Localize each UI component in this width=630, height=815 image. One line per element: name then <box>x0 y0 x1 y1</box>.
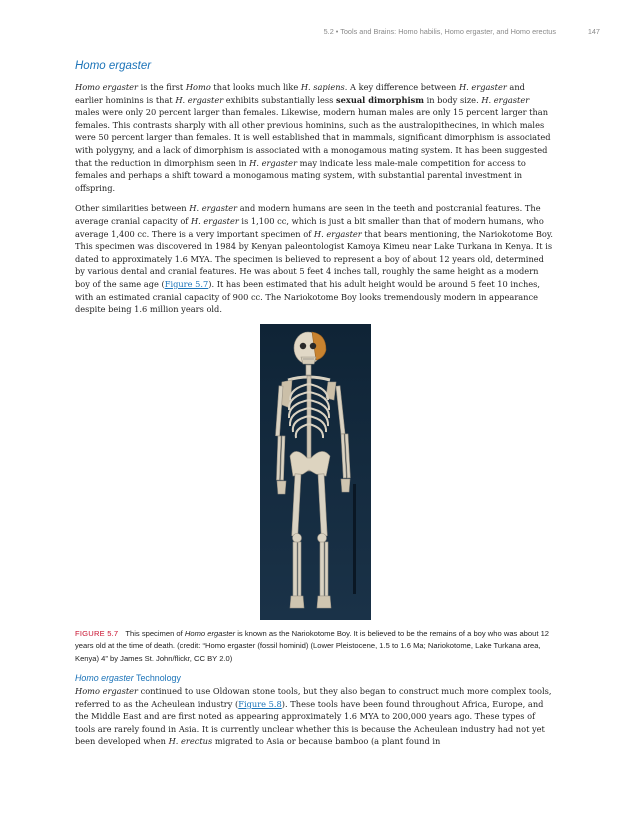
text-span: that bears mentioning, the Nariokotome Boy. This specimen was discovered in 1984 by Kenyan paleontologist Kamoya Kimeu near Lake Turkana in Kenya. It is dated to approximately 1.6 MYA. The specimen is believed to represent a boy of about 12 years old, determined by various dental and cranial features. He was about 5 feet 4 inches tall, roughly the same height as a modern boy of the same age ( <box>75 228 554 289</box>
paragraph-dimorphism <box>75 81 555 194</box>
running-title: 5.2 • Tools and Brains: Homo habilis, Homo ergaster, and Homo erectus <box>323 27 556 36</box>
figure-label: FIGURE 5.7 <box>75 628 119 638</box>
text-span: H. ergaster <box>249 157 298 168</box>
text-span: Homo ergaster <box>184 628 236 638</box>
text-span: exhibits substantially less <box>223 94 337 105</box>
subsection-title-italic: Homo ergaster <box>75 672 134 683</box>
text-span: and modern humans are seen in the teeth and postcranial features. The average cranial capacity of <box>75 203 541 226</box>
text-span: . A key difference between <box>344 82 459 92</box>
text-span: H. erectus <box>168 736 213 747</box>
text-span: that looks much like <box>210 82 301 92</box>
text-span: continued to use Oldowan stone tools, but they also began to construct much more complex tools, referred to as the Acheulean industry ( <box>75 685 552 709</box>
text-span: Homo ergaster <box>75 685 138 696</box>
subsection-title <box>75 672 555 684</box>
text-span: H. ergaster <box>189 203 238 214</box>
figure-5-7-link[interactable]: Figure 5.7 <box>164 278 209 289</box>
nariokotome-boy-photo <box>260 324 371 620</box>
text-span: This specimen of <box>125 628 185 638</box>
text-span: Homo ergaster <box>75 82 138 92</box>
text-span: H. sapiens <box>300 82 345 92</box>
paragraph-similarities <box>75 202 555 315</box>
text-span: may indicate less male-male competition for access to females and perhaps a shift toward a monogamous mating system, with substantial parental investment in offspring. <box>75 157 526 193</box>
page-content <box>75 58 555 756</box>
text-span: H. ergaster <box>190 215 239 226</box>
text-span: H. ergaster <box>175 94 224 105</box>
running-header <box>0 27 630 39</box>
text-span: is known as the Nariokotome Boy. It is believed to be the remains of a boy who was about 12 years old at the time of death. (credit: “Homo ergaster (fossil hominid) (Lower Pleistocene, 1.5 to 1.6 Ma; Nariokotome, Lake Turkana area, Kenya) 4” by James St. John/flickr, CC BY 2.0) <box>75 628 550 663</box>
text-span: migrated to Asia or because bamboo (a plant found in <box>212 736 441 747</box>
text-span: ). It has been estimated that his adult height would be around 5 feet 10 inches, with an estimated cranial capacity of 900 cc. The Nariokotome Boy looks tremendously modern in appearance despite being 1.6 million years old. <box>75 278 541 315</box>
text-span: H. ergaster <box>481 94 530 105</box>
text-span: is 1,100 cc, which is just a bit smaller than that of modern humans, who average 1,400 cc. There is a very important specimen of <box>75 215 544 239</box>
text-span: is the first <box>137 82 186 92</box>
text-span: H. ergaster <box>458 82 507 92</box>
text-span: H. ergaster <box>313 228 362 239</box>
paragraph-technology <box>75 685 555 748</box>
text-span: males were only 20 percent larger than females. Likewise, modern human males are only 15 percent larger than females. This contrasts sharply with all other previous hominins, such as the australopithecines, in which males were 50 percent larger than females. It is well established that in mammals, significant dimorphism is associated with polygyny, and a lack of dimorphism is associated with a monogamous mating system. It has been suggested that the reduction in dimorphism seen in <box>75 107 551 168</box>
text-span: in body size. <box>423 94 482 105</box>
skeleton-illustration <box>260 324 371 620</box>
figure-5-8-link[interactable]: Figure 5.8 <box>238 698 282 709</box>
subsection-title-rest: Technology <box>133 672 181 683</box>
section-title: Homo ergaster <box>75 60 152 72</box>
text-span: Other similarities between <box>75 203 190 214</box>
figure-caption <box>75 628 555 665</box>
page-number: 147 <box>587 27 600 36</box>
text-span: Homo <box>185 82 211 92</box>
text-span: and earlier hominins is that <box>75 82 525 105</box>
key-term-sexual-dimorphism: sexual dimorphism <box>336 94 424 105</box>
text-span: ). These tools have been found throughout Africa, Europe, and the Middle East and are first noted as appearing approximately 1.6 MYA to 200,000 years ago. These types of tools are rarely found in Asia. It is currently unclear whether this is because the Acheulean industry had not yet been developed when <box>75 698 545 747</box>
figure-5-7 <box>75 324 555 622</box>
